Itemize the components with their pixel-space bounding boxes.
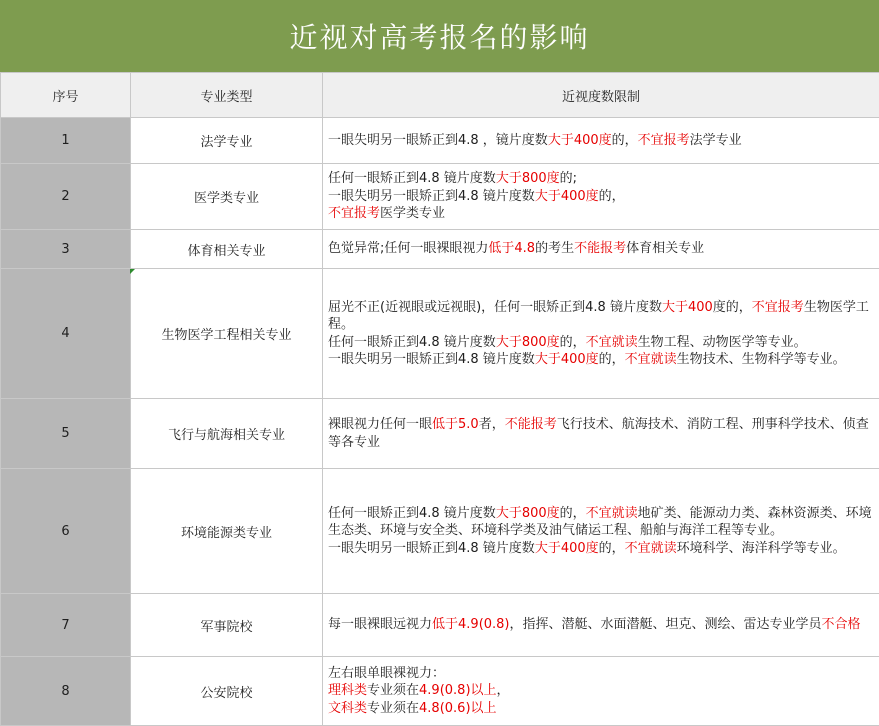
row-number: 6 xyxy=(1,469,131,594)
highlight-text: 不宜报考 xyxy=(752,300,804,315)
body-text: 每一眼裸眼远视力 xyxy=(328,617,432,632)
body-text: 的， xyxy=(599,352,625,367)
restriction-line xyxy=(328,665,875,683)
restriction-line xyxy=(328,682,875,700)
body-text: 专业须在 xyxy=(367,683,419,698)
major-type: 公安院校 xyxy=(131,657,323,726)
major-type: 体育相关专业 xyxy=(131,230,323,269)
highlight-text: 低于5.0 xyxy=(432,417,479,432)
body-text: 的， xyxy=(599,541,625,556)
row-number: 3 xyxy=(1,230,131,269)
body-text: 的; xyxy=(560,171,577,186)
body-text: 的， xyxy=(599,189,625,204)
body-text: 裸眼视力任何一眼 xyxy=(328,417,432,432)
highlight-text: 不宜就读 xyxy=(586,335,638,350)
restriction-text xyxy=(323,269,879,399)
body-text: 任何一眼矫正到4.8 镜片度数 xyxy=(328,506,496,521)
restriction-text xyxy=(323,164,879,230)
restriction-text xyxy=(323,399,879,469)
row-number: 1 xyxy=(1,118,131,164)
body-text: 者， xyxy=(479,417,505,432)
table-row xyxy=(1,118,879,164)
highlight-text: 大于800度 xyxy=(496,506,560,521)
body-text: 任何一眼矫正到4.8 镜片度数 xyxy=(328,335,496,350)
restriction-text xyxy=(323,469,879,594)
table-row xyxy=(1,399,879,469)
highlight-text: 不宜报考 xyxy=(328,206,380,221)
restriction-line xyxy=(328,240,875,258)
body-text: 一眼失明另一眼矫正到4.8 镜片度数 xyxy=(328,189,535,204)
body-text: 的， xyxy=(560,335,586,350)
highlight-text: 大于400度 xyxy=(535,352,599,367)
table-row xyxy=(1,657,879,726)
highlight-text: 大于400 xyxy=(662,300,713,315)
restriction-line xyxy=(328,188,875,206)
row-number: 8 xyxy=(1,657,131,726)
highlight-text: 不合格 xyxy=(822,617,861,632)
highlight-text: 不能报考 xyxy=(505,417,557,432)
body-text: 环境科学、海洋科学等专业。 xyxy=(677,541,846,556)
myopia-table xyxy=(0,72,879,726)
major-type: 军事院校 xyxy=(131,594,323,657)
header-row xyxy=(1,73,879,118)
restriction-line xyxy=(328,700,875,718)
table-row xyxy=(1,594,879,657)
row-number: 4 xyxy=(1,269,131,399)
header-num: 序号 xyxy=(1,73,131,118)
body-text: 一眼失明另一眼矫正到4.8 ，镜片度数 xyxy=(328,133,548,148)
row-number: 7 xyxy=(1,594,131,657)
highlight-text: 不宜报考 xyxy=(638,133,690,148)
body-text: 专业须在 xyxy=(367,701,419,716)
body-text: 色觉异常;任何一眼裸眼视力 xyxy=(328,241,488,256)
restriction-line xyxy=(328,299,875,334)
body-text: 体育相关专业 xyxy=(626,241,704,256)
page-title: 近视对高考报名的影响 xyxy=(0,0,879,72)
major-type: 环境能源类专业 xyxy=(131,469,323,594)
restriction-text xyxy=(323,594,879,657)
table-row xyxy=(1,230,879,269)
table-row xyxy=(1,269,879,399)
restriction-line xyxy=(328,132,875,150)
highlight-text: 大于400度 xyxy=(535,541,599,556)
body-text: 飞行技术、航海技术、消防工程、刑事科学技术、侦查等各专业 xyxy=(328,417,869,450)
major-type: 医学类专业 xyxy=(131,164,323,230)
body-text: 法学专业 xyxy=(690,133,742,148)
header-type: 专业类型 xyxy=(131,73,323,118)
restriction-line xyxy=(328,616,875,634)
highlight-text: 大于400度 xyxy=(548,133,612,148)
body-text: 度的， xyxy=(713,300,752,315)
body-text: ，指挥、潜艇、水面潜艇、坦克、测绘、雷达专业学员 xyxy=(510,617,822,632)
restriction-text xyxy=(323,657,879,726)
highlight-text: 不宜就读 xyxy=(625,352,677,367)
restriction-line xyxy=(328,205,875,223)
body-text: 左右眼单眼裸视力： xyxy=(328,666,445,681)
body-text: 生物医学工程。 xyxy=(328,300,869,333)
major-type: 生物医学工程相关专业 xyxy=(131,269,323,399)
body-text: 的考生 xyxy=(535,241,574,256)
header-limit: 近视度数限制 xyxy=(323,73,879,118)
body-text: 生物技术、生物科学等专业。 xyxy=(677,352,846,367)
body-text: 一眼失明另一眼矫正到4.8 镜片度数 xyxy=(328,352,535,367)
restriction-line xyxy=(328,540,875,558)
highlight-text: 大于800度 xyxy=(496,171,560,186)
restriction-line xyxy=(328,416,875,451)
body-text: 医学类专业 xyxy=(380,206,445,221)
highlight-text: 不宜就读 xyxy=(625,541,677,556)
body-text: 屈光不正(近视眼或远视眼)，任何一眼矫正到4.8 镜片度数 xyxy=(328,300,662,315)
row-number: 5 xyxy=(1,399,131,469)
highlight-text: 不能报考 xyxy=(574,241,626,256)
body-text: 一眼失明另一眼矫正到4.8 镜片度数 xyxy=(328,541,535,556)
highlight-text: 4.9(0.8)以上 xyxy=(419,683,497,698)
restriction-text xyxy=(323,230,879,269)
comment-indicator-icon xyxy=(130,269,135,274)
major-type: 法学专业 xyxy=(131,118,323,164)
body-text: 的， xyxy=(612,133,638,148)
row-number: 2 xyxy=(1,164,131,230)
body-text: 地矿类、能源动力类、森林资源类、环境生态类、环境与安全类、环境科学类及油气储运工程、船舶与海洋工程等专业。 xyxy=(328,506,872,539)
table-row xyxy=(1,164,879,230)
highlight-text: 文科类 xyxy=(328,701,367,716)
restriction-line xyxy=(328,334,875,352)
highlight-text: 4.8(0.6)以上 xyxy=(419,701,497,716)
restriction-text xyxy=(323,118,879,164)
body-text: 任何一眼矫正到4.8 镜片度数 xyxy=(328,171,496,186)
highlight-text: 低于4.8 xyxy=(488,241,535,256)
restriction-line xyxy=(328,170,875,188)
restriction-line xyxy=(328,351,875,369)
body-text: 生物工程、动物医学等专业。 xyxy=(638,335,807,350)
highlight-text: 大于400度 xyxy=(535,189,599,204)
restriction-line xyxy=(328,505,875,540)
highlight-text: 大于800度 xyxy=(496,335,560,350)
highlight-text: 理科类 xyxy=(328,683,367,698)
major-type: 飞行与航海相关专业 xyxy=(131,399,323,469)
highlight-text: 不宜就读 xyxy=(586,506,638,521)
body-text: ， xyxy=(497,683,510,698)
table-row xyxy=(1,469,879,594)
body-text: 的， xyxy=(560,506,586,521)
highlight-text: 低于4.9(0.8) xyxy=(432,617,510,632)
